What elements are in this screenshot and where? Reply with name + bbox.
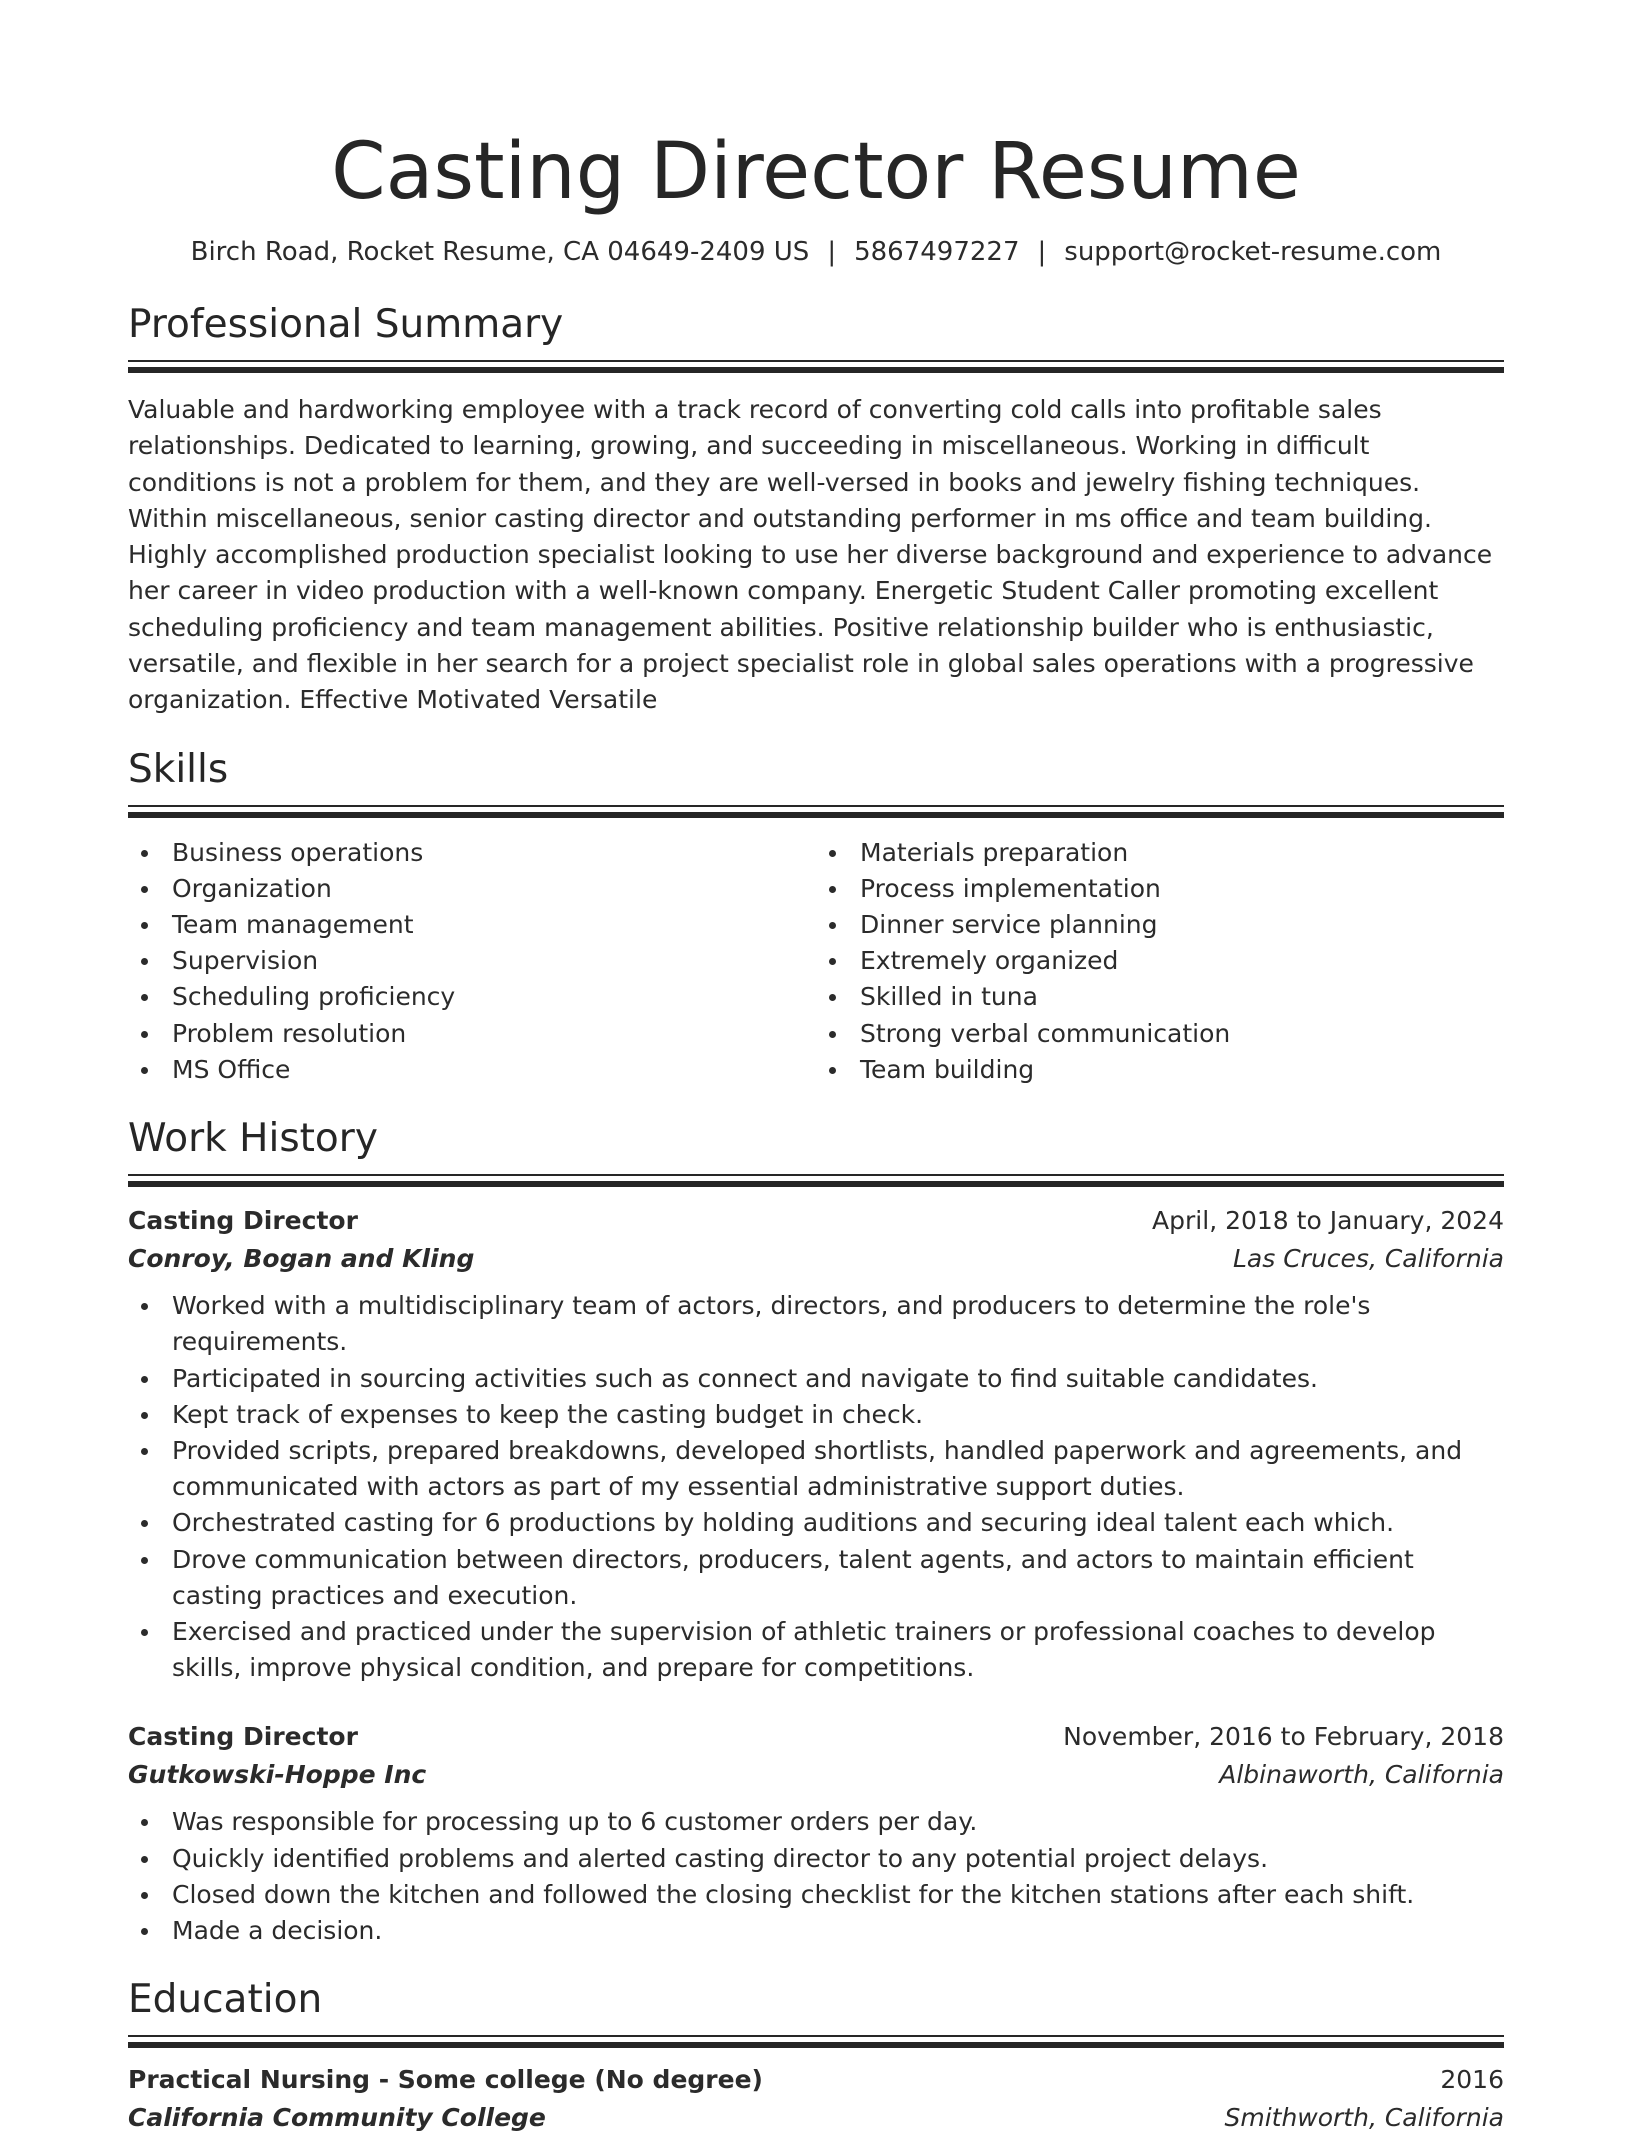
job-entry xyxy=(128,1718,1504,1949)
skill-item: Supervision xyxy=(128,943,816,979)
section-divider xyxy=(128,1174,1504,1188)
skills-section xyxy=(128,745,1504,1088)
job-header-row xyxy=(128,1718,1504,1756)
contact-separator: | xyxy=(827,237,837,267)
job-bullet: Quickly identified problems and alerted casting director to any potential project delays. xyxy=(128,1841,1504,1877)
education-school: California Community College xyxy=(128,2103,546,2133)
skill-item: Business operations xyxy=(128,835,816,871)
skill-item: Strong verbal communication xyxy=(816,1016,1504,1052)
skill-item: Materials preparation xyxy=(816,835,1504,871)
skill-item: Organization xyxy=(128,871,816,907)
job-bullet: Exercised and practiced under the supervision of athletic trainers or professional coaches to develop skills, improve physical condition, and prepare for competitions. xyxy=(128,1614,1504,1686)
skills-right-column xyxy=(816,835,1504,1088)
summary-text: Valuable and hardworking employee with a track record of converting cold calls into profitable sales relationships. Dedicated to learning, growing, and succeeding in miscellaneous. Working in difficult conditions is not a problem for them, and they are well-versed in books and jewelry fishing techniques. Within miscellaneous, senior casting director and outstanding performer in ms office and team building. Highly accomplished production specialist looking to use her diverse background and experience to advance her career in video production with a well-known company. Energetic Student Caller promoting excellent scheduling proficiency and team management abilities. Positive relationship builder who is enthusiastic, versatile, and flexible in her search for a project specialist role in global sales operations with a progressive organization. Effective Motivated Versatile xyxy=(128,395,1493,715)
job-bullet: Worked with a multidisciplinary team of actors, directors, and producers to determine the role's requirements. xyxy=(128,1288,1504,1360)
education-section xyxy=(128,1975,1504,2137)
job-header-row xyxy=(128,1202,1504,1240)
skill-item: Team management xyxy=(128,907,816,943)
skill-item: Scheduling proficiency xyxy=(128,979,816,1015)
job-bullet: Closed down the kitchen and followed the closing checklist for the kitchen stations after each shift. xyxy=(128,1877,1504,1913)
section-divider xyxy=(128,805,1504,819)
skill-item: Skilled in tuna xyxy=(816,979,1504,1015)
summary-heading: Professional Summary xyxy=(128,302,564,347)
skill-item: MS Office xyxy=(128,1052,816,1088)
skills-left-column xyxy=(128,835,816,1088)
skill-item: Extremely organized xyxy=(816,943,1504,979)
job-title: Casting Director xyxy=(128,1206,358,1236)
work-history-section xyxy=(128,1114,1504,1949)
job-bullet: Made a decision. xyxy=(128,1913,1504,1949)
skill-item: Process implementation xyxy=(816,871,1504,907)
job-company: Conroy, Bogan and Kling xyxy=(128,1244,475,1274)
job-entry xyxy=(128,1202,1504,1686)
education-school-row xyxy=(128,2099,1504,2137)
education-degree: Practical Nursing - Some college (No degree) xyxy=(128,2065,763,2095)
summary-section xyxy=(128,300,1504,719)
job-bullets xyxy=(128,1804,1504,1949)
job-company-row xyxy=(128,1240,1504,1278)
contact-phone: 5867497227 xyxy=(854,237,1020,267)
skills-columns xyxy=(128,835,1504,1088)
job-title: Casting Director xyxy=(128,1722,358,1752)
job-bullets xyxy=(128,1288,1504,1686)
resume-page xyxy=(128,0,1504,2137)
job-company-row xyxy=(128,1756,1504,1794)
contact-separator: | xyxy=(1037,237,1047,267)
contact-email[interactable]: support@rocket-resume.com xyxy=(1064,237,1442,267)
job-bullet: Kept track of expenses to keep the casting budget in check. xyxy=(128,1397,1504,1433)
job-company: Gutkowski-Hoppe Inc xyxy=(128,1760,427,1790)
education-location: Smithworth, California xyxy=(1224,2103,1504,2133)
education-entry xyxy=(128,2061,1504,2137)
job-bullet: Participated in sourcing activities such as connect and navigate to find suitable candidates. xyxy=(128,1361,1504,1397)
skills-heading: Skills xyxy=(128,746,229,792)
job-dates: November, 2016 to February, 2018 xyxy=(1063,1722,1504,1752)
job-location: Las Cruces, California xyxy=(1233,1244,1504,1274)
education-year: 2016 xyxy=(1440,2065,1504,2095)
education-heading: Education xyxy=(128,1977,323,2023)
section-divider xyxy=(128,2035,1504,2049)
contact-line xyxy=(128,234,1504,270)
resume-title: Casting Director Resume xyxy=(331,127,1301,217)
skill-item: Team building xyxy=(816,1052,1504,1088)
skill-item: Dinner service planning xyxy=(816,907,1504,943)
job-bullet: Provided scripts, prepared breakdowns, developed shortlists, handled paperwork and agreements, and communicated with actors as part of my essential administrative support duties. xyxy=(128,1433,1504,1505)
job-location: Albinaworth, California xyxy=(1219,1760,1504,1790)
skill-item: Problem resolution xyxy=(128,1016,816,1052)
education-header-row xyxy=(128,2061,1504,2099)
job-bullet: Orchestrated casting for 6 productions by holding auditions and securing ideal talent each which. xyxy=(128,1505,1504,1541)
contact-address: Birch Road, Rocket Resume, CA 04649-2409 US xyxy=(190,237,810,267)
job-bullet: Drove communication between directors, producers, talent agents, and actors to maintain efficient casting practices and execution. xyxy=(128,1542,1504,1614)
job-dates: April, 2018 to January, 2024 xyxy=(1152,1206,1504,1236)
section-divider xyxy=(128,360,1504,374)
job-bullet: Was responsible for processing up to 6 customer orders per day. xyxy=(128,1804,1504,1840)
work-history-heading: Work History xyxy=(128,1116,378,1162)
